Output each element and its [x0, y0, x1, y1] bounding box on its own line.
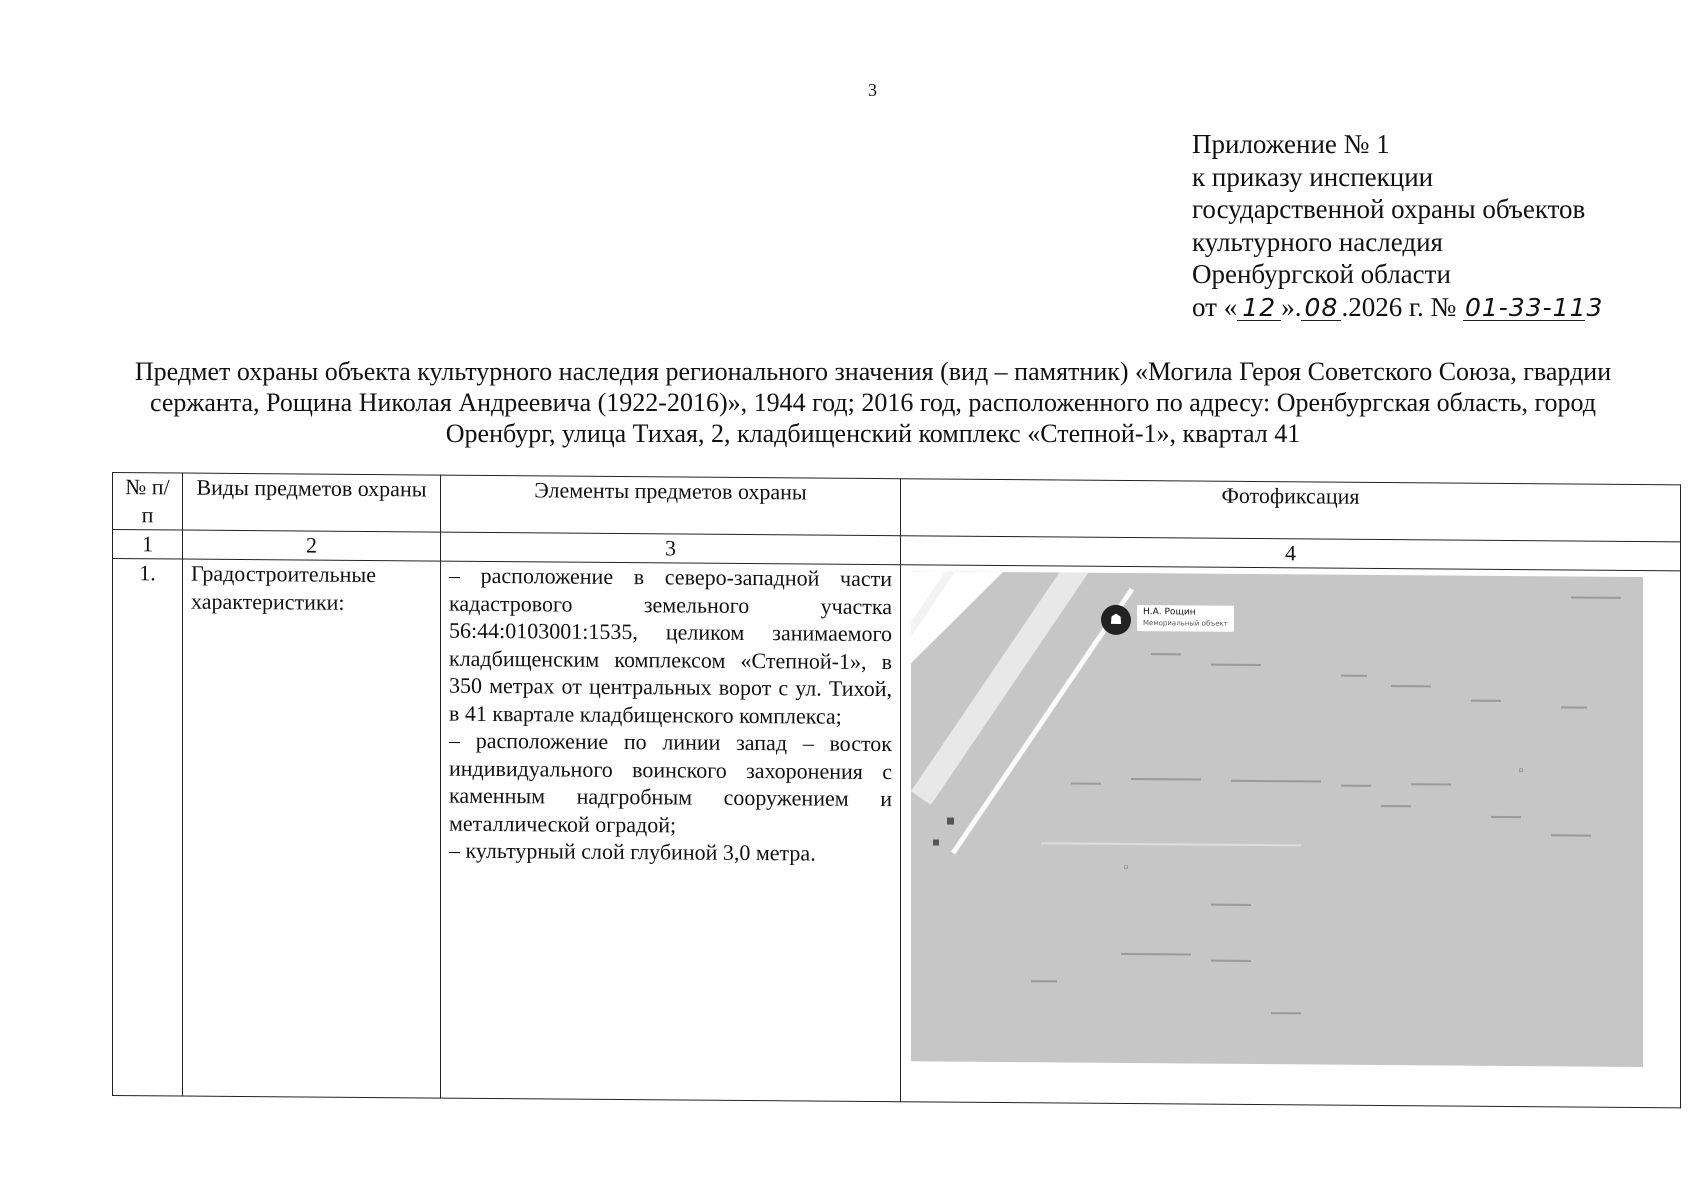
- map-label-smudge: [1071, 783, 1101, 785]
- handwritten-order-number: 01-33-113: [1465, 292, 1604, 322]
- map-label-smudge: [1571, 596, 1621, 598]
- map-blank-area: [911, 571, 1003, 664]
- annex-line-2: к приказу инспекции: [1192, 161, 1434, 192]
- map-label-smudge: [1211, 960, 1251, 962]
- map-label-smudge: [1491, 816, 1521, 818]
- column-number-1: 1: [113, 530, 183, 560]
- column-number-4: 4: [901, 536, 1681, 571]
- document-title: Предмет охраны объекта культурного наследия регионального значения (вид – памятник) «Могила Героя Советского Союза, гвардии сержанта, Рощина Николая Андреевича (1922-2016)», 1944 год; 2016 год, расположенного по адресу: Оренбургская область, город Оренбург, улица Тихая, 2, кладбищенский комплекс «Степной-1», квартал 41: [134, 357, 1612, 448]
- annex-block: [1192, 128, 1604, 323]
- date-suffix: .2026 г. №: [1341, 291, 1457, 322]
- handwritten-day: 12: [1237, 296, 1281, 321]
- map-label-smudge: [1411, 783, 1451, 785]
- map-label-smudge: [1341, 675, 1367, 677]
- element-item-1: – расположение в северо-западной части кадастрового земельного участка 56:44:0103001:1535, целиком занимаемого кладбищенским комплексом «Степной-1», в 350 метрах от центральных ворот с ул. Тихой, в 41 квартале кладбищенского комплекса;: [449, 562, 892, 729]
- annex-line-1: Приложение № 1: [1192, 129, 1390, 159]
- map-label-smudge: [1151, 653, 1181, 655]
- column-number-2: 2: [183, 530, 441, 561]
- annex-line-5: Оренбургской области: [1192, 259, 1451, 289]
- date-mid: ».: [1281, 291, 1302, 322]
- map-label-smudge: [1121, 953, 1191, 956]
- map-label-smudge: [1271, 1012, 1301, 1014]
- map-path: [1041, 842, 1301, 846]
- map-label-smudge: [1211, 664, 1261, 666]
- map-building: [947, 818, 954, 825]
- column-number-3: 3: [441, 532, 901, 565]
- row-number: 1.: [113, 559, 183, 1097]
- row-type: Градостроительные характеристики:: [183, 559, 441, 1098]
- annex-line-4: культурного наследия: [1192, 226, 1443, 257]
- handwritten-month: 08: [1301, 296, 1341, 321]
- map-label-smudge: [1131, 778, 1201, 781]
- table-row: [113, 559, 1681, 1108]
- map-marker-label: [1137, 605, 1234, 632]
- header-elements: Элементы предметов охраны: [441, 475, 901, 536]
- map-label-smudge: [1391, 685, 1431, 687]
- annex-line-3: государственной охраны объектов: [1192, 194, 1586, 224]
- map-label-smudge: [1211, 904, 1251, 906]
- location-map: [911, 571, 1643, 1067]
- map-poi-icon: ▫: [1123, 862, 1129, 871]
- marker-subtitle: Мемориальный объект: [1143, 619, 1228, 628]
- header-num: № п/п: [113, 473, 183, 531]
- map-building: [933, 839, 939, 845]
- annex-date-line: [1192, 291, 1604, 324]
- map-label-smudge: [1381, 805, 1411, 807]
- element-item-3: – культурный слой глубиной 3,0 метра.: [449, 837, 816, 866]
- map-label-smudge: [1231, 780, 1321, 783]
- map-label-smudge: [1561, 706, 1587, 708]
- map-label-smudge: [1471, 700, 1501, 702]
- element-item-2: – расположение по линии запад – восток индивидуального воинского захоронения с каменным надгробным сооружением и металлической оградой;: [449, 727, 892, 837]
- header-photo: Фотофиксация: [901, 479, 1681, 542]
- page-number: 3: [868, 80, 877, 100]
- row-photo: [901, 565, 1681, 1108]
- row-elements: [441, 561, 901, 1102]
- header-types: Виды предметов охраны: [183, 473, 441, 532]
- date-prefix: от «: [1192, 291, 1238, 322]
- map-label-smudge: [1031, 980, 1057, 982]
- map-marker-icon: ☗: [1101, 605, 1131, 635]
- map-label-smudge: [1551, 834, 1591, 836]
- protection-table: [112, 472, 1681, 1108]
- map-label-smudge: [1341, 785, 1371, 787]
- map-poi-icon: ▫: [1518, 766, 1524, 775]
- marker-title: Н.А. Рощин: [1143, 607, 1196, 618]
